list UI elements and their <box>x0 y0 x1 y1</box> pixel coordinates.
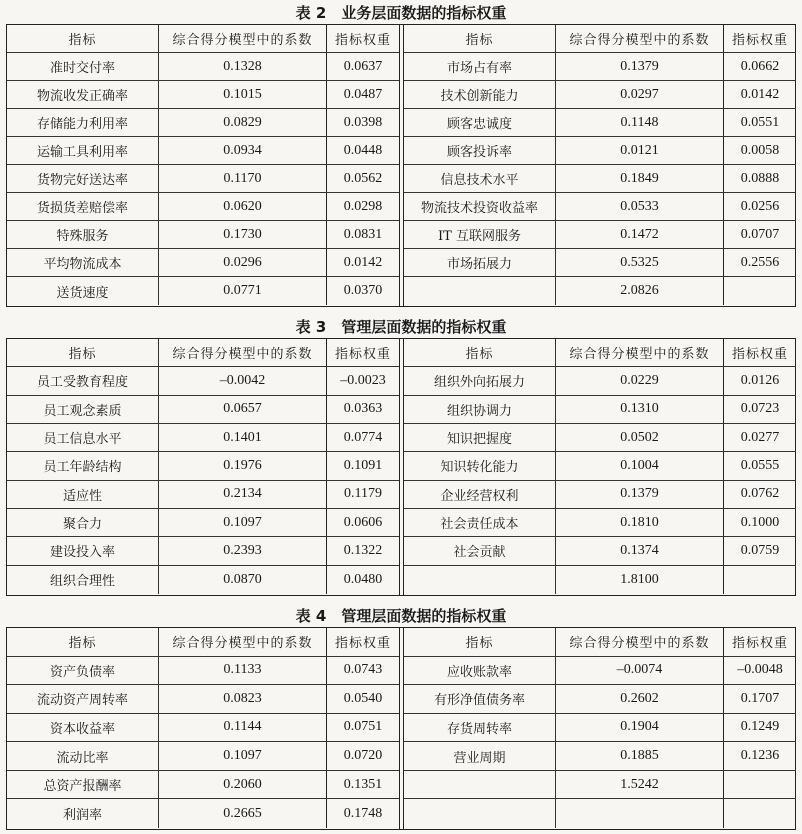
column-header: 指标权重 <box>334 347 391 363</box>
model-coefficient: 0.0620 <box>159 193 327 220</box>
column-header: 综合得分模型中的系数 <box>159 628 327 656</box>
indicator-weight: 0.0720 <box>343 748 383 764</box>
indicator-name <box>404 566 556 594</box>
model-coefficient: 0.0121 <box>556 137 724 164</box>
indicator-name: 货损货差赔偿率 <box>7 193 159 220</box>
indicator-name: 特殊服务 <box>7 221 159 248</box>
indicator-name: 顾客忠诚度 <box>404 109 556 136</box>
column-header: 指标 <box>404 25 556 52</box>
indicator-weight: 0.0774 <box>343 429 383 445</box>
indicator-weight: 0.0888 <box>740 170 780 186</box>
table-3-right-half <box>403 339 796 595</box>
model-coefficient: 0.1133 <box>159 657 327 685</box>
table-row <box>404 81 796 109</box>
model-coefficient: 0.0502 <box>556 424 724 451</box>
model-coefficient: 0.1810 <box>556 509 724 536</box>
table-3-left-half <box>7 339 400 595</box>
model-coefficient: 0.2393 <box>159 537 327 564</box>
header-row <box>404 628 796 657</box>
model-coefficient: 0.1730 <box>159 221 327 248</box>
table-row <box>404 367 796 395</box>
indicator-name: 员工观念素质 <box>7 396 159 423</box>
model-coefficient: 0.5325 <box>556 249 724 276</box>
indicator-weight: 0.0707 <box>740 226 780 242</box>
indicator-name: 知识把握度 <box>404 424 556 451</box>
column-header: 综合得分模型中的系数 <box>556 339 724 366</box>
column-header: 综合得分模型中的系数 <box>159 339 327 366</box>
indicator-weight: 0.0759 <box>740 542 780 558</box>
indicator-name: 员工年龄结构 <box>7 452 159 479</box>
table-row <box>404 221 796 249</box>
model-coefficient: 0.0657 <box>159 396 327 423</box>
table-row <box>404 566 796 594</box>
indicator-weight: 0.0540 <box>343 690 383 706</box>
table-4-right-half <box>403 628 796 829</box>
column-header: 指标 <box>404 628 556 656</box>
model-coefficient: 0.1148 <box>556 109 724 136</box>
indicator-name <box>404 799 556 828</box>
indicator-name: 资本收益率 <box>7 714 159 742</box>
column-header: 指标权重 <box>731 347 788 363</box>
indicator-weight: 0.1091 <box>343 457 383 473</box>
indicator-weight: 0.0448 <box>343 142 383 158</box>
column-header: 指标权重 <box>334 33 391 48</box>
indicator-name: 物流技术投资收益率 <box>404 193 556 220</box>
indicator-weight: 0.2556 <box>740 254 780 270</box>
indicator-name: 营业周期 <box>404 742 556 770</box>
model-coefficient: –0.0074 <box>556 657 724 685</box>
table-row <box>404 452 796 480</box>
table-row <box>7 481 399 509</box>
column-header: 综合得分模型中的系数 <box>556 25 724 52</box>
indicator-name: 社会贡献 <box>404 537 556 564</box>
column-header: 指标权重 <box>334 636 391 652</box>
table-row <box>7 566 399 594</box>
model-coefficient: 0.1310 <box>556 396 724 423</box>
indicator-name: 运输工具利用率 <box>7 137 159 164</box>
indicator-weight: 0.0831 <box>343 226 383 242</box>
table-row <box>7 657 399 686</box>
table-row <box>7 396 399 424</box>
indicator-name: IT 互联网服务 <box>404 221 556 248</box>
indicator-weight: 0.0480 <box>343 571 383 587</box>
indicator-name: 企业经营权利 <box>404 481 556 508</box>
model-coefficient: 0.1374 <box>556 537 724 564</box>
indicator-weight: 0.0256 <box>740 198 780 214</box>
table-row <box>404 537 796 565</box>
indicator-weight: 0.0723 <box>740 401 780 417</box>
indicator-name: 组织合理性 <box>7 566 159 594</box>
model-coefficient: 0.1170 <box>159 165 327 192</box>
table-row <box>7 53 399 81</box>
table-row <box>404 165 796 193</box>
table-row <box>7 714 399 743</box>
table-row <box>7 367 399 395</box>
table-row <box>404 481 796 509</box>
table-row <box>7 81 399 109</box>
model-coefficient: 0.1379 <box>556 53 724 80</box>
indicator-weight: 0.1000 <box>740 514 780 530</box>
indicator-weight: 0.1707 <box>740 690 780 706</box>
column-header: 指标 <box>7 339 159 366</box>
column-header: 指标权重 <box>731 33 788 48</box>
indicator-weight: 0.0126 <box>740 372 780 388</box>
table-row <box>404 714 796 743</box>
indicator-name: 准时交付率 <box>7 53 159 80</box>
model-coefficient: 0.2665 <box>159 799 327 828</box>
indicator-weight <box>724 277 796 305</box>
table-row <box>7 137 399 165</box>
indicator-weight: 0.0142 <box>343 254 383 270</box>
table-row <box>7 424 399 452</box>
indicator-weight: 0.1748 <box>343 805 383 821</box>
indicator-weight: 0.0662 <box>740 58 780 74</box>
model-coefficient: –0.0042 <box>159 367 327 394</box>
indicator-name: 平均物流成本 <box>7 249 159 276</box>
table-row <box>404 799 796 828</box>
indicator-name: 应收账款率 <box>404 657 556 685</box>
table-row <box>7 193 399 221</box>
table-row <box>404 396 796 424</box>
model-coefficient: 0.1472 <box>556 221 724 248</box>
indicator-weight: 0.0743 <box>343 662 383 678</box>
table-row <box>404 771 796 800</box>
indicator-name: 利润率 <box>7 799 159 828</box>
table-row <box>7 742 399 771</box>
table-row <box>404 53 796 81</box>
table-row <box>404 249 796 277</box>
indicator-name: 流动资产周转率 <box>7 685 159 713</box>
indicator-weight: –0.0048 <box>737 662 783 678</box>
model-coefficient: 1.5242 <box>556 771 724 799</box>
indicator-name: 总资产报酬率 <box>7 771 159 799</box>
indicator-weight: 0.0277 <box>740 429 780 445</box>
table-row <box>7 509 399 537</box>
column-header: 指标权重 <box>731 636 788 652</box>
indicator-name: 适应性 <box>7 481 159 508</box>
column-header: 综合得分模型中的系数 <box>556 628 724 656</box>
table-row <box>404 509 796 537</box>
model-coefficient: 0.0829 <box>159 109 327 136</box>
indicator-weight: 0.0606 <box>343 514 383 530</box>
model-coefficient: 0.0823 <box>159 685 327 713</box>
indicator-weight: 0.0555 <box>740 457 780 473</box>
model-coefficient: 0.1097 <box>159 742 327 770</box>
indicator-name: 技术创新能力 <box>404 81 556 108</box>
column-header: 综合得分模型中的系数 <box>159 25 327 52</box>
header-row <box>7 25 399 53</box>
model-coefficient: 0.2134 <box>159 481 327 508</box>
model-coefficient: 0.1015 <box>159 81 327 108</box>
indicator-name: 物流收发正确率 <box>7 81 159 108</box>
table-row <box>404 109 796 137</box>
indicator-name: 存储能力利用率 <box>7 109 159 136</box>
indicator-weight: 0.0551 <box>740 114 780 130</box>
indicator-weight: 0.0370 <box>343 283 383 298</box>
table-row <box>404 742 796 771</box>
table-row <box>404 277 796 305</box>
model-coefficient: 0.1097 <box>159 509 327 536</box>
indicator-weight: 0.1351 <box>343 776 383 792</box>
table-row <box>7 249 399 277</box>
indicator-name: 员工信息水平 <box>7 424 159 451</box>
indicator-name: 聚合力 <box>7 509 159 536</box>
indicator-name: 流动比率 <box>7 742 159 770</box>
indicator-weight: 0.1236 <box>740 748 780 764</box>
table-row <box>7 109 399 137</box>
model-coefficient: 0.1379 <box>556 481 724 508</box>
table-row <box>7 799 399 828</box>
indicator-name: 市场拓展力 <box>404 249 556 276</box>
model-coefficient: 0.1885 <box>556 742 724 770</box>
indicator-name: 有形净值债务率 <box>404 685 556 713</box>
header-row <box>7 628 399 657</box>
indicator-name: 建设投入率 <box>7 537 159 564</box>
table-4-title: 表 4 管理层面数据的指标权重 <box>295 607 507 625</box>
indicator-name: 资产负债率 <box>7 657 159 685</box>
indicator-weight: 0.1322 <box>343 542 383 558</box>
indicator-name: 顾客投诉率 <box>404 137 556 164</box>
indicator-weight <box>724 566 796 594</box>
model-coefficient: 0.1849 <box>556 165 724 192</box>
table-3 <box>6 338 796 596</box>
model-coefficient: 0.1004 <box>556 452 724 479</box>
indicator-weight: 0.0058 <box>740 142 780 158</box>
indicator-name: 信息技术水平 <box>404 165 556 192</box>
model-coefficient: 0.0934 <box>159 137 327 164</box>
model-coefficient: 0.1328 <box>159 53 327 80</box>
indicator-weight: –0.0023 <box>340 372 386 388</box>
model-coefficient: 0.0533 <box>556 193 724 220</box>
model-coefficient: 0.0297 <box>556 81 724 108</box>
header-row <box>404 25 796 53</box>
table-3-title: 表 3 管理层面数据的指标权重 <box>295 318 507 336</box>
indicator-weight: 0.0398 <box>343 114 383 130</box>
table-row <box>404 193 796 221</box>
indicator-name: 组织协调力 <box>404 396 556 423</box>
model-coefficient: 1.8100 <box>556 566 724 594</box>
header-row <box>404 339 796 367</box>
model-coefficient: 0.2602 <box>556 685 724 713</box>
indicator-name: 市场占有率 <box>404 53 556 80</box>
indicator-name: 知识转化能力 <box>404 452 556 479</box>
indicator-weight: 0.0487 <box>343 86 383 102</box>
model-coefficient: 0.0870 <box>159 566 327 594</box>
indicator-weight <box>724 771 796 799</box>
model-coefficient: 0.1904 <box>556 714 724 742</box>
table-row <box>404 424 796 452</box>
indicator-weight: 0.0363 <box>343 401 383 417</box>
table-2-title: 表 2 业务层面数据的指标权重 <box>295 4 507 22</box>
indicator-weight: 0.0751 <box>343 719 383 735</box>
table-row <box>7 277 399 305</box>
table-row <box>7 685 399 714</box>
indicator-name: 员工受教育程度 <box>7 367 159 394</box>
header-row <box>7 339 399 367</box>
indicator-name <box>404 277 556 305</box>
model-coefficient: 0.0771 <box>159 277 327 305</box>
indicator-weight: 0.0637 <box>343 58 383 74</box>
model-coefficient <box>556 799 724 828</box>
model-coefficient: 0.0229 <box>556 367 724 394</box>
column-header: 指标 <box>7 628 159 656</box>
table-row <box>7 165 399 193</box>
column-header: 指标 <box>404 339 556 366</box>
indicator-weight: 0.0298 <box>343 198 383 214</box>
table-2-left-half <box>7 25 400 306</box>
model-coefficient: 0.2060 <box>159 771 327 799</box>
indicator-weight: 0.0762 <box>740 486 780 502</box>
model-coefficient: 0.1144 <box>159 714 327 742</box>
table-4-left-half <box>7 628 400 829</box>
indicator-weight: 0.0142 <box>740 86 780 102</box>
indicator-name <box>404 771 556 799</box>
table-row <box>7 452 399 480</box>
indicator-name: 送货速度 <box>7 277 159 305</box>
indicator-name: 社会责任成本 <box>404 509 556 536</box>
table-2-right-half <box>403 25 796 306</box>
indicator-name: 货物完好送达率 <box>7 165 159 192</box>
table-row <box>7 771 399 800</box>
indicator-weight: 0.1249 <box>740 719 780 735</box>
table-row <box>7 537 399 565</box>
table-row <box>404 657 796 686</box>
indicator-weight <box>724 799 796 828</box>
model-coefficient: 2.0826 <box>556 277 724 305</box>
indicator-weight: 0.0562 <box>343 170 383 186</box>
indicator-name: 组织外向拓展力 <box>404 367 556 394</box>
model-coefficient: 0.1401 <box>159 424 327 451</box>
indicator-name: 存货周转率 <box>404 714 556 742</box>
table-row <box>7 221 399 249</box>
table-row <box>404 137 796 165</box>
column-header: 指标 <box>7 25 159 52</box>
table-4 <box>6 627 796 830</box>
indicator-weight: 0.1179 <box>344 486 382 502</box>
table-row <box>404 685 796 714</box>
model-coefficient: 0.0296 <box>159 249 327 276</box>
table-2 <box>6 24 796 307</box>
model-coefficient: 0.1976 <box>159 452 327 479</box>
